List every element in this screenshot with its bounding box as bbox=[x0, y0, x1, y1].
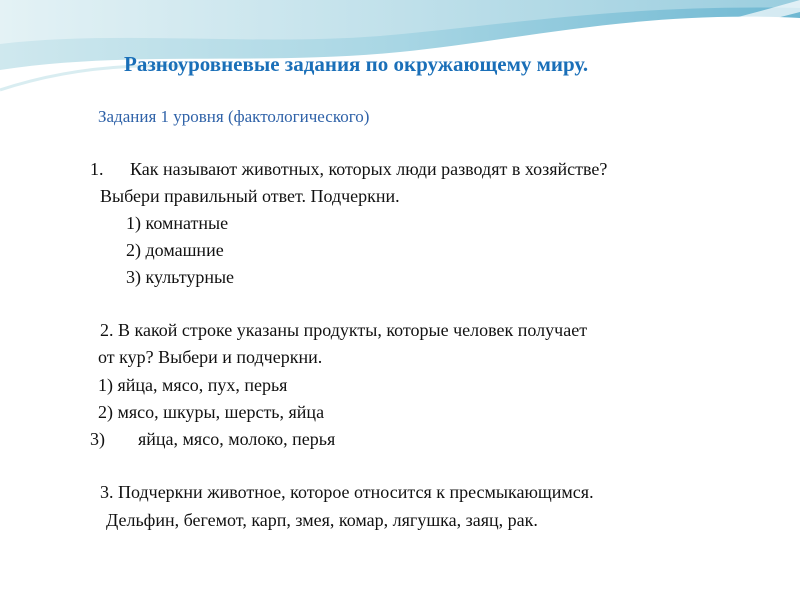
question-1-option-1: 1) комнатные bbox=[126, 213, 229, 233]
question-3-line-1: 3. Подчеркни животное, которое относится к пресмыкающимся. bbox=[100, 482, 594, 502]
question-2-line-2: от кур? Выбери и подчеркни. bbox=[98, 347, 323, 367]
question-1-text: Как называют животных, которых люди разводят в хозяйстве? bbox=[130, 159, 608, 179]
question-1-line-2: Выбери правильный ответ. Подчеркни. bbox=[100, 186, 400, 206]
question-1-number: 1. bbox=[90, 159, 104, 179]
question-2-option-2: 2) мясо, шкуры, шерсть, яйца bbox=[98, 402, 325, 422]
question-1-line-1 bbox=[90, 159, 607, 180]
question-2-option-3: 3) яйца, мясо, молоко, перья bbox=[90, 429, 336, 449]
page-title: Разноуровневые задания по окружающему миру. bbox=[124, 52, 589, 76]
section-subtitle: Задания 1 уровня (фактологического) bbox=[98, 107, 370, 126]
question-2-option-1: 1) яйца, мясо, пух, перья bbox=[98, 375, 288, 395]
question-2-line-1: 2. В какой строке указаны продукты, которые человек получает bbox=[100, 320, 588, 340]
question-1-option-2: 2) домашние bbox=[126, 240, 224, 260]
question-1-option-3: 3) культурные bbox=[126, 267, 235, 287]
question-3-line-2: Дельфин, бегемот, карп, змея, комар, лягушка, заяц, рак. bbox=[106, 510, 538, 530]
